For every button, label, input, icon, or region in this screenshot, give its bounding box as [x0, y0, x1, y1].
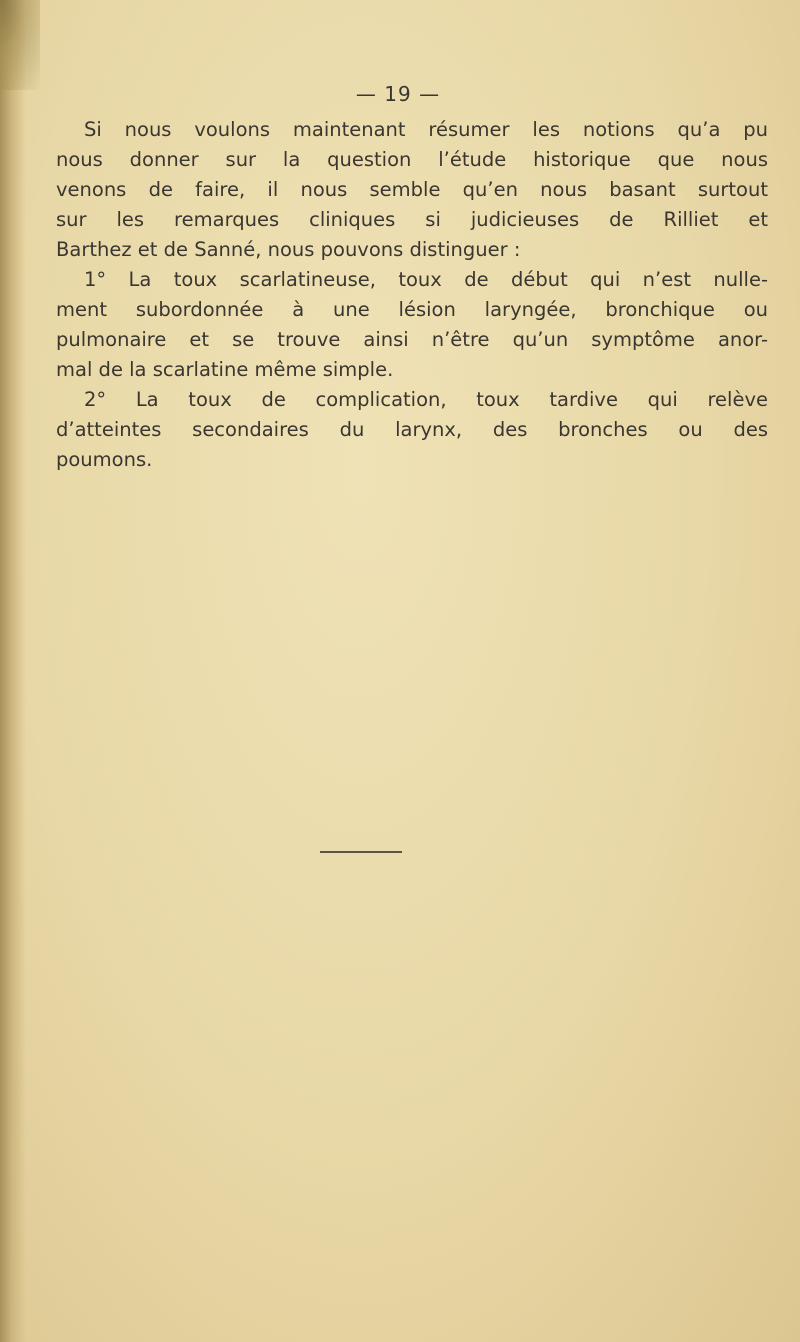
paragraph-line: venons de faire, il nous semble qu’en nous basant surtout: [56, 178, 768, 201]
end-rule: [320, 851, 402, 853]
paragraph-line: sur les remarques cliniques si judicieuses de Rilliet et: [56, 208, 768, 231]
paragraph-line: Barthez et de Sanné, nous pouvons distinguer :: [56, 238, 521, 261]
corner-stain: [0, 0, 40, 90]
page-number: — 19 —: [355, 82, 441, 106]
page-edge-shadow: [0, 0, 26, 1342]
list-item-1-line: ment subordonnée à une lésion laryngée, bronchique ou: [56, 298, 768, 321]
list-item-1-line: 1° La toux scarlatineuse, toux de début qui n’est nulle-: [84, 268, 768, 291]
paragraph-line: nous donner sur la question l’étude historique que nous: [56, 148, 768, 171]
paragraph-line: Si nous voulons maintenant résumer les notions qu’a pu: [84, 118, 768, 141]
list-item-2-line: poumons.: [56, 448, 153, 471]
list-item-1-line: pulmonaire et se trouve ainsi n’être qu’un symptôme anor-: [56, 328, 768, 351]
list-item-2-line: 2° La toux de complication, toux tardive qui relève: [84, 388, 768, 411]
list-item-1-line: mal de la scarlatine même simple.: [56, 358, 394, 381]
list-item-2-line: d’atteintes secondaires du larynx, des bronches ou des: [56, 418, 768, 441]
